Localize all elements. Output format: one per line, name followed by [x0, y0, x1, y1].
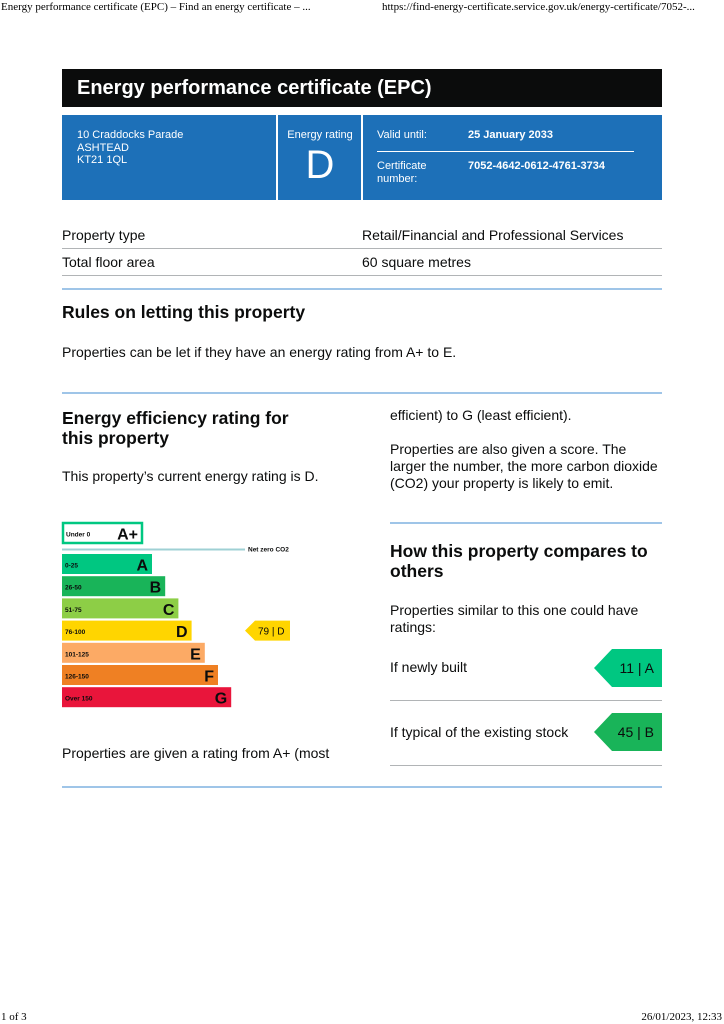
print-url: https://find-energy-certificate.service.gov.uk/energy-certificate/7052-...	[382, 1, 695, 13]
band-letter: C	[162, 601, 175, 619]
section-divider	[62, 786, 662, 788]
comparison-label: If typical of the existing stock	[390, 724, 569, 740]
certificate-number-value: 7052-4642-0612-4761-3734	[468, 160, 606, 172]
page-number: 1 of 3	[1, 1011, 27, 1023]
current-rating-text: This property’s current energy rating is D.	[62, 468, 319, 484]
compare-intro	[390, 602, 638, 636]
band-letter: A	[136, 557, 148, 575]
energy-rating-letter: D	[305, 143, 335, 187]
energy-rating-label: Energy rating	[287, 129, 353, 141]
band-range-label: 76-100	[65, 629, 86, 637]
row-label: Total floor area	[62, 254, 155, 270]
table-row	[62, 249, 662, 276]
heading-line: others	[390, 561, 444, 581]
certificate-summary	[62, 115, 662, 200]
letting-text: Properties can be let if they have an energy rating from A+ to E.	[62, 344, 457, 360]
certificate-number-label	[377, 160, 427, 185]
text-line: (CO2) your property is likely to emit.	[390, 475, 614, 491]
print-page-title: Energy performance certificate (EPC) – Find an energy certificate – ...	[1, 1, 311, 13]
band-range-label: Under 0	[66, 531, 91, 539]
band-letter: E	[190, 646, 201, 664]
divider	[377, 151, 634, 152]
row-label: Property type	[62, 227, 146, 243]
band-range-label: 51-75	[65, 606, 82, 614]
heading-line: this property	[62, 428, 169, 448]
band-letter: A+	[117, 526, 138, 544]
band-letter: B	[149, 579, 162, 597]
comparison-row	[390, 650, 662, 701]
comparison-row	[390, 700, 662, 766]
ratings-explanation: Properties are given a rating from A+ (most	[62, 745, 330, 761]
band-range-label: 126-150	[65, 673, 89, 681]
band-range-label: 0-25	[65, 562, 79, 570]
property-address	[77, 129, 183, 167]
section-divider	[390, 522, 662, 524]
band-range-label: 26-50	[65, 584, 82, 592]
efficiency-heading	[62, 408, 289, 448]
band-letter: D	[176, 624, 188, 642]
band-letter: F	[204, 668, 214, 686]
ratings-explanation-cont: efficient) to G (least efficient).	[390, 407, 572, 423]
current-rating-label: 79 | D	[258, 626, 285, 638]
badge-text: 45 | B	[617, 724, 654, 740]
letting-heading: Rules on letting this property	[62, 302, 306, 322]
heading-line: How this property compares to	[390, 541, 648, 561]
heading-line: Energy efficiency rating for	[62, 408, 289, 428]
row-value: 60 square metres	[362, 254, 471, 270]
section-divider	[62, 288, 662, 290]
print-header	[0, 0, 724, 14]
comparison-label: If newly built	[390, 659, 468, 675]
badge-text: 11 | A	[619, 660, 654, 676]
band-letter: G	[214, 690, 228, 708]
page-title: Energy performance certificate (EPC)	[62, 69, 662, 107]
divider	[361, 115, 363, 200]
label-line: Certificate	[377, 160, 427, 172]
text-line: Properties similar to this one could have	[390, 602, 639, 618]
score-explanation	[390, 441, 658, 492]
label-line: number:	[377, 172, 418, 185]
energy-rating-chart	[60, 520, 300, 720]
text-line: larger the number, the more carbon dioxide	[390, 458, 658, 474]
valid-until-label: Valid until:	[377, 129, 427, 141]
address-line: 10 Craddocks Parade	[77, 129, 184, 141]
row-value: Retail/Financial and Professional Services	[362, 227, 624, 243]
band-range-label: 101-125	[65, 651, 89, 659]
comparison-rating-badge	[594, 649, 662, 687]
table-row	[62, 222, 662, 249]
text-line: ratings:	[390, 619, 436, 635]
band-range-label: Over 150	[65, 695, 93, 703]
comparison-rating-badge	[594, 713, 662, 751]
section-divider	[62, 392, 662, 394]
address-line: ASHTEAD	[77, 141, 129, 154]
print-footer	[0, 1010, 724, 1024]
property-details-table	[62, 222, 662, 276]
net-zero-label: Net zero CO2	[248, 546, 289, 554]
print-datetime: 26/01/2023, 12:33	[641, 1011, 722, 1023]
address-line: KT21 1QL	[77, 154, 128, 166]
compare-heading	[390, 541, 648, 581]
valid-until-value: 25 January 2033	[468, 129, 554, 141]
text-line: Properties are also given a score. The	[390, 441, 627, 457]
